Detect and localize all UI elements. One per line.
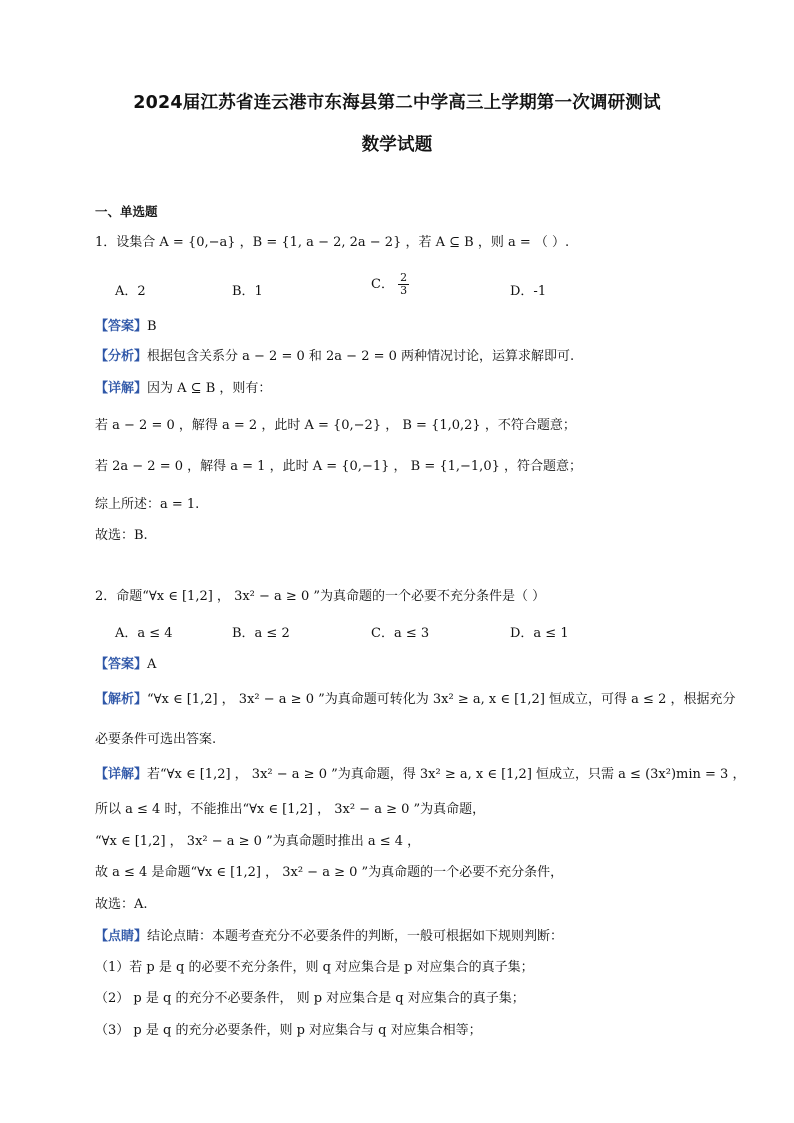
q1-answer [95, 318, 157, 336]
q2-option-b: B．a ≤ 2 [232, 626, 290, 641]
q1-option-c [371, 272, 409, 297]
q2-detail-line-2: 所以 a ≤ 4 时，不能推出“∀x ∈ [1,2] ， 3x² − a ≥ 0 ”为真命题， [95, 802, 486, 817]
detail-tag: 【详解】 [95, 381, 148, 396]
q1-option-d: D．-1 [510, 284, 547, 299]
question-2-stem: 2．命题“∀x ∈ [1,2] ， 3x² − a ≥ 0 ”为真命题的一个必要不充分条件是（ ） [95, 589, 546, 604]
detail-tag: 【详解】 [95, 767, 148, 782]
q1-option-a: A．2 [115, 284, 146, 299]
fraction-denominator: 3 [400, 284, 408, 297]
q2-option-a: A．a ≤ 4 [115, 626, 173, 641]
section-heading: 一、单选题 [95, 204, 158, 219]
answer-value: B [147, 319, 157, 334]
analysis-text: “∀x ∈ [1,2] ， 3x² − a ≥ 0 ”为真命题可转化为 3x² ≥ a, x ∈ [1,2] 恒成立，可得 a ≤ 2 ，根据充分 [147, 692, 736, 707]
q2-answer [95, 656, 156, 674]
q1-summary: 综上所述：a = 1. [95, 497, 200, 512]
q2-rule-3: （3） p 是 q 的充分必要条件，则 p 对应集合与 q 对应集合相等； [95, 1023, 482, 1038]
exam-subtitle: 数学试题 [361, 135, 433, 155]
q1-option-c-label: C． [371, 277, 394, 292]
answer-tag: 【答案】 [95, 319, 148, 334]
q2-option-c: C．a ≤ 3 [371, 626, 430, 641]
q2-tip [95, 928, 563, 946]
q1-analysis [95, 348, 574, 366]
q2-detail-line-3: “∀x ∈ [1,2] ， 3x² − a ≥ 0 ”为真命题时推出 a ≤ 4 ， [95, 834, 421, 849]
answer-value: A [147, 657, 157, 672]
fraction-numerator: 2 [400, 271, 408, 284]
q2-analysis-line-1 [95, 691, 735, 709]
tip-text: 结论点睛：本题考查充分不必要条件的判断，一般可根据如下规则判断： [147, 929, 564, 944]
q1-case-2: 若 2a − 2 = 0 ，解得 a = 1 ，此时 A = {0,−1} ， B = {1,−1,0} ，符合题意； [95, 459, 582, 474]
q2-analysis-line-2: 必要条件可选出答案. [95, 732, 217, 747]
q2-option-d: D．a ≤ 1 [510, 626, 569, 641]
q2-detail-line-1 [95, 766, 745, 784]
q1-option-b: B．1 [232, 284, 263, 299]
detail-text: 若“∀x ∈ [1,2] ， 3x² − a ≥ 0 ”为真命题，得 3x² ≥ a, x ∈ [1,2] 恒成立，只需 a ≤ (3x²)min = 3 ， [147, 767, 746, 782]
q2-rule-2: （2） p 是 q 的充分不必要条件， 则 p 对应集合是 q 对应集合的真子集； [95, 991, 525, 1006]
detail-text: 因为 A ⊆ B ，则有： [147, 381, 272, 396]
question-1-stem: 1．设集合 A = {0,−a} ，B = {1, a − 2, 2a − 2} ，若 A ⊆ B ，则 a = （ ）. [95, 235, 570, 250]
answer-tag: 【答案】 [95, 657, 148, 672]
q2-choose: 故选：A. [95, 897, 148, 912]
q2-rule-1: （1）若 p 是 q 的必要不充分条件，则 q 对应集合是 p 对应集合的真子集； [95, 960, 534, 975]
exam-title: 2024届江苏省连云港市东海县第二中学高三上学期第一次调研测试 [133, 93, 661, 113]
tip-tag: 【点睛】 [95, 929, 148, 944]
q1-detail [95, 380, 271, 398]
analysis-tag: 【解析】 [95, 692, 148, 707]
q1-choose: 故选：B. [95, 528, 148, 543]
q1-option-c-fraction [398, 272, 409, 297]
q1-case-1: 若 a − 2 = 0 ，解得 a = 2 ，此时 A = {0,−2} ， B = {1,0,2} ，不符合题意； [95, 418, 576, 433]
q2-detail-line-4: 故 a ≤ 4 是命题“∀x ∈ [1,2] ， 3x² − a ≥ 0 ”为真命题的一个必要不充分条件， [95, 865, 564, 880]
analysis-text: 根据包含关系分 a − 2 = 0 和 2a − 2 = 0 两种情况讨论，运算求解即可. [147, 349, 575, 364]
analysis-tag: 【分析】 [95, 349, 148, 364]
